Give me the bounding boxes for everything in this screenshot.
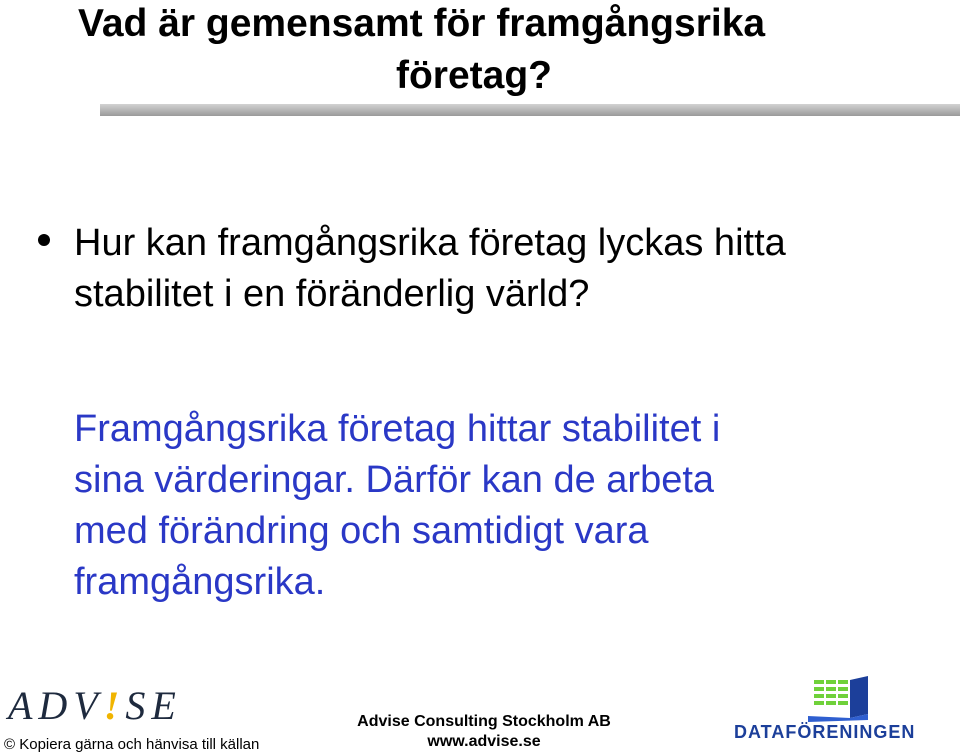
dataforeningen-logo-text: DATAFÖRENINGEN: [734, 722, 916, 742]
company-name: Advise Consulting Stockholm AB: [357, 713, 611, 730]
advise-logo-exclamation: !: [103, 683, 126, 728]
bullet-text: [74, 218, 786, 320]
title-line-2: företag?: [396, 54, 552, 97]
title-divider: [100, 104, 960, 116]
bullet-line-1: Hur kan framgångsrika företag lyckas hitta: [74, 222, 786, 264]
bullet-dot-icon: [38, 234, 50, 246]
dataforeningen-logo-icon: [808, 676, 872, 722]
answer-line-1: Framgångsrika företag hittar stabilitet i: [74, 408, 721, 450]
advise-logo-part1: ADV: [8, 683, 104, 728]
title-line-1: Vad är gemensamt för framgångsrika: [78, 2, 766, 45]
company-url: www.advise.se: [427, 733, 541, 750]
answer-paragraph: [74, 404, 720, 608]
answer-line-4: framgångsrika.: [74, 561, 326, 603]
advise-logo-part2: SE: [125, 683, 182, 728]
answer-line-3: med förändring och samtidigt vara: [74, 510, 649, 552]
company-info: [350, 712, 618, 752]
bullet-line-2: stabilitet i en föränderlig värld?: [74, 273, 590, 315]
advise-logo: [8, 682, 182, 729]
copyright-notice: © Kopiera gärna och hänvisa till källan: [4, 736, 260, 753]
answer-line-2: sina värderingar. Därför kan de arbeta: [74, 459, 715, 501]
